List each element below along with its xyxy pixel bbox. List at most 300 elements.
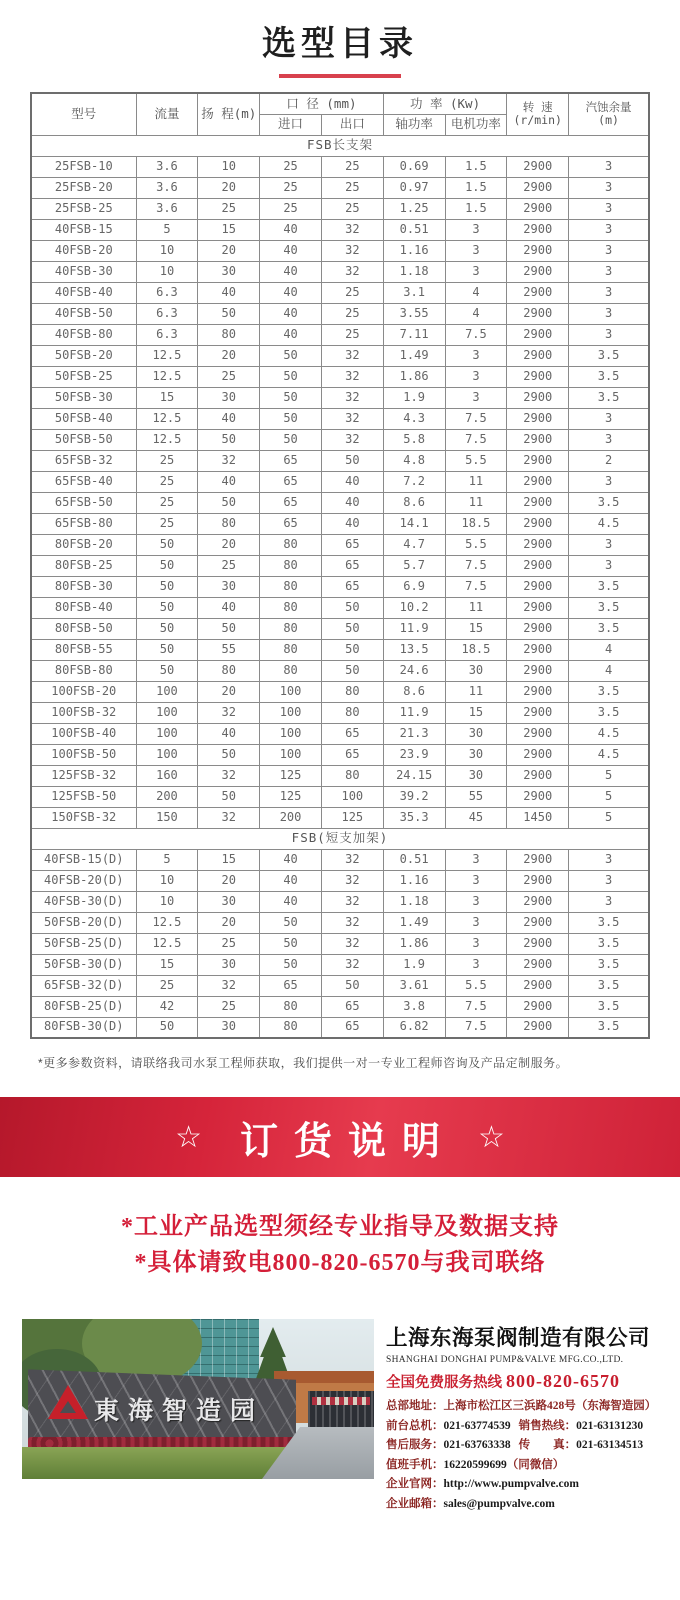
table-cell: 3 <box>569 534 649 555</box>
table-cell: 3 <box>569 156 649 177</box>
table-cell: 32 <box>198 450 260 471</box>
table-row <box>31 492 649 513</box>
table-cell: 100 <box>136 723 198 744</box>
table-cell: 80 <box>321 765 383 786</box>
table-cell: 125FSB-50 <box>31 786 136 807</box>
table-cell: 25 <box>198 198 260 219</box>
table-row <box>31 408 649 429</box>
table-cell: 8.6 <box>383 681 445 702</box>
table-row <box>31 933 649 954</box>
table-cell: 32 <box>321 408 383 429</box>
table-cell: 40 <box>321 492 383 513</box>
table-cell: 30 <box>445 744 507 765</box>
table-cell: 11 <box>445 597 507 618</box>
company-photo <box>22 1319 374 1479</box>
table-cell: 5.5 <box>445 534 507 555</box>
table-cell: 125FSB-32 <box>31 765 136 786</box>
table-cell: 80FSB-40 <box>31 597 136 618</box>
table-cell: 50 <box>198 618 260 639</box>
table-cell: 3 <box>569 303 649 324</box>
table-cell: 3.5 <box>569 912 649 933</box>
table-cell: 12.5 <box>136 366 198 387</box>
table-row <box>31 156 649 177</box>
table-cell: 0.51 <box>383 849 445 870</box>
table-cell: 25 <box>136 513 198 534</box>
table-cell: 100 <box>321 786 383 807</box>
table-cell: 2900 <box>507 450 569 471</box>
table-row <box>31 807 649 828</box>
table-row <box>31 681 649 702</box>
table-cell: 3.5 <box>569 345 649 366</box>
table-cell: 5 <box>569 807 649 828</box>
table-cell: 2900 <box>507 870 569 891</box>
table-cell: 1.5 <box>445 156 507 177</box>
table-cell: 2900 <box>507 198 569 219</box>
table-cell: 25 <box>321 324 383 345</box>
table-cell: 32 <box>321 366 383 387</box>
table-cell: 3.1 <box>383 282 445 303</box>
table-row <box>31 240 649 261</box>
table-cell: 3.5 <box>569 933 649 954</box>
notice-line-2: *具体请致电800-820-6570与我司联络 <box>134 1250 546 1276</box>
table-cell: 80 <box>260 555 322 576</box>
table-cell: 3 <box>445 366 507 387</box>
col-header-motor-power: 电机功率 <box>445 114 507 135</box>
table-cell: 80 <box>260 639 322 660</box>
table-row <box>31 450 649 471</box>
table-cell: 1.49 <box>383 345 445 366</box>
table-cell: 40 <box>198 471 260 492</box>
table-cell: 40 <box>260 261 322 282</box>
table-cell: 20 <box>198 240 260 261</box>
table-cell: 50 <box>321 639 383 660</box>
table-cell: 40FSB-80 <box>31 324 136 345</box>
table-cell: 40FSB-20 <box>31 240 136 261</box>
table-cell: 3.5 <box>569 1017 649 1038</box>
table-cell: 100FSB-32 <box>31 702 136 723</box>
table-cell: 2900 <box>507 492 569 513</box>
table-cell: 3 <box>445 240 507 261</box>
table-row <box>31 723 649 744</box>
table-cell: 40FSB-30(D) <box>31 891 136 912</box>
table-cell: 80FSB-80 <box>31 660 136 681</box>
spec-table <box>30 92 650 1039</box>
table-row <box>31 198 649 219</box>
table-cell: 65 <box>260 471 322 492</box>
table-cell: 3.5 <box>569 387 649 408</box>
table-cell: 2900 <box>507 639 569 660</box>
table-cell: 2900 <box>507 786 569 807</box>
table-cell: 15 <box>198 219 260 240</box>
table-row <box>31 282 649 303</box>
table-cell: 10 <box>136 240 198 261</box>
table-cell: 80 <box>198 324 260 345</box>
table-cell: 2900 <box>507 912 569 933</box>
table-cell: 20 <box>198 534 260 555</box>
table-row <box>31 177 649 198</box>
table-cell: 32 <box>321 240 383 261</box>
table-cell: 50FSB-40 <box>31 408 136 429</box>
table-cell: 65 <box>260 513 322 534</box>
table-cell: 11.9 <box>383 618 445 639</box>
table-cell: 18.5 <box>445 639 507 660</box>
table-cell: 25 <box>321 156 383 177</box>
col-header-head: 扬 程(m) <box>198 93 260 135</box>
table-cell: 80FSB-50 <box>31 618 136 639</box>
table-cell: 50FSB-50 <box>31 429 136 450</box>
table-cell: 65 <box>321 1017 383 1038</box>
table-cell: 15 <box>445 618 507 639</box>
table-cell: 15 <box>136 954 198 975</box>
table-cell: 0.51 <box>383 219 445 240</box>
table-cell: 25 <box>260 156 322 177</box>
table-cell: 50FSB-25(D) <box>31 933 136 954</box>
table-cell: 6.3 <box>136 324 198 345</box>
table-cell: 11 <box>445 471 507 492</box>
table-row <box>31 303 649 324</box>
table-cell: 50 <box>321 660 383 681</box>
company-info-lines <box>386 1397 660 1514</box>
col-header-flow: 流量 <box>136 93 198 135</box>
table-cell: 5.5 <box>445 450 507 471</box>
table-cell: 55 <box>198 639 260 660</box>
table-cell: 12.5 <box>136 408 198 429</box>
table-cell: 25 <box>321 177 383 198</box>
table-cell: 3 <box>569 198 649 219</box>
company-info-line: 企业官网：http://www.pumpvalve.com <box>386 1478 579 1490</box>
table-cell: 40 <box>198 597 260 618</box>
table-cell: 3.5 <box>569 492 649 513</box>
table-row <box>31 849 649 870</box>
table-cell: 80 <box>260 618 322 639</box>
table-cell: 30 <box>198 387 260 408</box>
table-cell: 150 <box>136 807 198 828</box>
table-cell: 1.18 <box>383 261 445 282</box>
table-cell: 3.5 <box>569 996 649 1017</box>
table-cell: 1.9 <box>383 954 445 975</box>
table-cell: 32 <box>321 849 383 870</box>
table-cell: 50 <box>260 408 322 429</box>
table-cell: 125 <box>321 807 383 828</box>
table-cell: 100FSB-20 <box>31 681 136 702</box>
star-icon: ☆ <box>478 1120 505 1154</box>
table-cell: 200 <box>260 807 322 828</box>
gate-decor <box>312 1397 370 1405</box>
page-header <box>0 0 680 78</box>
table-cell: 20 <box>198 681 260 702</box>
company-name-en: SHANGHAI DONGHAI PUMP&VALVE MFG.CO.,LTD. <box>386 1355 624 1365</box>
table-cell: 3 <box>445 912 507 933</box>
table-row <box>31 471 649 492</box>
table-cell: 50 <box>321 618 383 639</box>
table-cell: 4.3 <box>383 408 445 429</box>
table-cell: 4.5 <box>569 744 649 765</box>
table-cell: 11.9 <box>383 702 445 723</box>
table-cell: 50 <box>136 597 198 618</box>
table-cell: 3.55 <box>383 303 445 324</box>
table-cell: 32 <box>198 765 260 786</box>
table-cell: 32 <box>321 954 383 975</box>
table-row <box>31 702 649 723</box>
table-cell: 32 <box>198 975 260 996</box>
table-cell: 32 <box>321 912 383 933</box>
table-cell: 3 <box>445 849 507 870</box>
col-header-shaft-power: 轴功率 <box>383 114 445 135</box>
table-cell: 150FSB-32 <box>31 807 136 828</box>
table-cell: 2900 <box>507 282 569 303</box>
table-cell: 2900 <box>507 366 569 387</box>
table-cell: 50 <box>260 912 322 933</box>
table-cell: 4.5 <box>569 723 649 744</box>
page-title: 选型目录 <box>262 25 418 63</box>
table-cell: 25 <box>321 198 383 219</box>
table-cell: 20 <box>198 177 260 198</box>
table-cell: 18.5 <box>445 513 507 534</box>
table-cell: 80 <box>260 597 322 618</box>
table-row <box>31 534 649 555</box>
table-cell: 65 <box>321 555 383 576</box>
table-cell: 40 <box>321 513 383 534</box>
title-underline <box>279 74 401 78</box>
table-row <box>31 870 649 891</box>
table-cell: 25 <box>198 555 260 576</box>
table-cell: 50 <box>321 975 383 996</box>
table-cell: 0.69 <box>383 156 445 177</box>
col-header-npsh: 汽蚀余量 (m) <box>569 93 649 135</box>
table-row <box>31 555 649 576</box>
table-cell: 25 <box>321 303 383 324</box>
table-cell: 50 <box>136 555 198 576</box>
table-cell: 3 <box>569 555 649 576</box>
table-cell: 2900 <box>507 555 569 576</box>
table-row <box>31 261 649 282</box>
table-cell: 100 <box>260 702 322 723</box>
section-label: FSB(短支加架) <box>31 828 649 849</box>
table-cell: 4 <box>569 660 649 681</box>
table-cell: 2900 <box>507 1017 569 1038</box>
hotline-number: 800-820-6570 <box>506 1371 620 1391</box>
table-cell: 65FSB-32(D) <box>31 975 136 996</box>
table-cell: 3 <box>569 177 649 198</box>
table-cell: 65FSB-50 <box>31 492 136 513</box>
notice-block <box>0 1209 680 1281</box>
table-cell: 13.5 <box>383 639 445 660</box>
table-cell: 3 <box>445 870 507 891</box>
table-cell: 2900 <box>507 513 569 534</box>
table-cell: 65FSB-32 <box>31 450 136 471</box>
table-cell: 80 <box>260 534 322 555</box>
table-row <box>31 891 649 912</box>
table-cell: 80FSB-25(D) <box>31 996 136 1017</box>
table-cell: 65 <box>260 492 322 513</box>
table-cell: 3.6 <box>136 177 198 198</box>
table-row <box>31 744 649 765</box>
table-row <box>31 786 649 807</box>
table-cell: 25FSB-10 <box>31 156 136 177</box>
table-cell: 40 <box>260 870 322 891</box>
table-cell: 65 <box>321 723 383 744</box>
table-cell: 5 <box>136 849 198 870</box>
table-cell: 100FSB-50 <box>31 744 136 765</box>
table-cell: 30 <box>198 891 260 912</box>
table-cell: 30 <box>445 765 507 786</box>
table-cell: 100FSB-40 <box>31 723 136 744</box>
table-cell: 50 <box>198 744 260 765</box>
table-cell: 2900 <box>507 324 569 345</box>
table-cell: 3.5 <box>569 597 649 618</box>
table-cell: 40 <box>260 324 322 345</box>
table-cell: 8.6 <box>383 492 445 513</box>
company-name: 上海东海泵阀制造有限公司 <box>386 1326 651 1350</box>
table-cell: 50 <box>198 303 260 324</box>
col-header-model: 型号 <box>31 93 136 135</box>
table-cell: 25FSB-20 <box>31 177 136 198</box>
table-cell: 40 <box>260 891 322 912</box>
table-cell: 3 <box>445 387 507 408</box>
table-cell: 3 <box>569 870 649 891</box>
table-cell: 10 <box>136 261 198 282</box>
table-row <box>31 975 649 996</box>
banner-title: 订货说明 <box>239 1120 456 1163</box>
table-row <box>31 513 649 534</box>
table-cell: 55 <box>445 786 507 807</box>
table-cell: 10 <box>136 891 198 912</box>
table-cell: 20 <box>198 912 260 933</box>
notice-line-1: *工业产品选型须经专业指导及数据支持 <box>121 1214 559 1240</box>
table-cell: 3 <box>569 849 649 870</box>
table-cell: 5 <box>569 786 649 807</box>
table-cell: 2900 <box>507 744 569 765</box>
table-cell: 5.5 <box>445 975 507 996</box>
table-cell: 65 <box>321 996 383 1017</box>
table-cell: 20 <box>198 345 260 366</box>
table-cell: 32 <box>321 870 383 891</box>
table-row <box>31 996 649 1017</box>
table-cell: 40 <box>260 282 322 303</box>
table-cell: 40FSB-30 <box>31 261 136 282</box>
table-cell: 40 <box>198 723 260 744</box>
table-row <box>31 576 649 597</box>
table-cell: 2900 <box>507 408 569 429</box>
table-cell: 2900 <box>507 681 569 702</box>
table-cell: 2900 <box>507 765 569 786</box>
table-cell: 30 <box>445 723 507 744</box>
table-cell: 23.9 <box>383 744 445 765</box>
table-cell: 1.9 <box>383 387 445 408</box>
section-row <box>31 135 649 156</box>
table-cell: 6.82 <box>383 1017 445 1038</box>
table-cell: 11 <box>445 492 507 513</box>
col-header-power: 功 率 (Kw) <box>383 93 507 114</box>
table-cell: 40FSB-40 <box>31 282 136 303</box>
table-cell: 42 <box>136 996 198 1017</box>
table-cell: 1.5 <box>445 198 507 219</box>
table-cell: 15 <box>445 702 507 723</box>
table-row <box>31 345 649 366</box>
table-cell: 2900 <box>507 723 569 744</box>
table-cell: 4.7 <box>383 534 445 555</box>
table-cell: 25 <box>260 198 322 219</box>
table-cell: 5 <box>569 765 649 786</box>
table-cell: 11 <box>445 681 507 702</box>
table-cell: 80FSB-30(D) <box>31 1017 136 1038</box>
table-cell: 15 <box>136 387 198 408</box>
table-cell: 32 <box>321 429 383 450</box>
table-cell: 3 <box>569 219 649 240</box>
table-cell: 50 <box>136 1017 198 1038</box>
table-cell: 3 <box>445 219 507 240</box>
table-cell: 25 <box>198 933 260 954</box>
table-cell: 1450 <box>507 807 569 828</box>
footer-section <box>0 1319 680 1514</box>
table-cell: 25 <box>198 366 260 387</box>
table-cell: 5.8 <box>383 429 445 450</box>
table-cell: 2900 <box>507 534 569 555</box>
table-cell: 3.61 <box>383 975 445 996</box>
table-cell: 2900 <box>507 933 569 954</box>
table-cell: 2900 <box>507 387 569 408</box>
table-row <box>31 1017 649 1038</box>
table-row <box>31 912 649 933</box>
table-cell: 50 <box>136 639 198 660</box>
table-cell: 25 <box>260 177 322 198</box>
table-cell: 7.5 <box>445 429 507 450</box>
table-cell: 80 <box>260 996 322 1017</box>
col-header-outlet: 出口 <box>321 114 383 135</box>
order-instructions-banner <box>0 1097 680 1177</box>
table-cell: 2900 <box>507 261 569 282</box>
table-cell: 80 <box>260 660 322 681</box>
table-cell: 45 <box>445 807 507 828</box>
spec-table-body <box>31 135 649 1038</box>
table-cell: 2 <box>569 450 649 471</box>
table-cell: 80 <box>198 660 260 681</box>
table-cell: 80 <box>198 513 260 534</box>
table-cell: 3 <box>569 471 649 492</box>
table-cell: 65FSB-40 <box>31 471 136 492</box>
table-cell: 30 <box>198 1017 260 1038</box>
table-cell: 12.5 <box>136 933 198 954</box>
table-cell: 50 <box>260 933 322 954</box>
table-cell: 7.5 <box>445 576 507 597</box>
table-cell: 3.5 <box>569 954 649 975</box>
table-cell: 50 <box>260 387 322 408</box>
section-row <box>31 828 649 849</box>
table-cell: 2900 <box>507 597 569 618</box>
hotline-label: 全国免费服务热线 <box>386 1375 502 1391</box>
table-cell: 30 <box>198 954 260 975</box>
company-info-line: 值班手机：16220599699（同微信） <box>386 1458 565 1471</box>
table-cell: 4.8 <box>383 450 445 471</box>
table-cell: 30 <box>445 660 507 681</box>
table-cell: 40FSB-15 <box>31 219 136 240</box>
table-cell: 1.16 <box>383 240 445 261</box>
table-cell: 160 <box>136 765 198 786</box>
table-cell: 2900 <box>507 975 569 996</box>
col-header-inlet: 进口 <box>260 114 322 135</box>
table-cell: 50 <box>136 618 198 639</box>
table-cell: 25 <box>136 975 198 996</box>
table-cell: 100 <box>136 702 198 723</box>
table-cell: 80 <box>260 576 322 597</box>
table-cell: 125 <box>260 765 322 786</box>
table-cell: 7.5 <box>445 996 507 1017</box>
table-row <box>31 324 649 345</box>
table-row <box>31 765 649 786</box>
table-cell: 3 <box>445 345 507 366</box>
table-cell: 10.2 <box>383 597 445 618</box>
table-cell: 65 <box>321 534 383 555</box>
